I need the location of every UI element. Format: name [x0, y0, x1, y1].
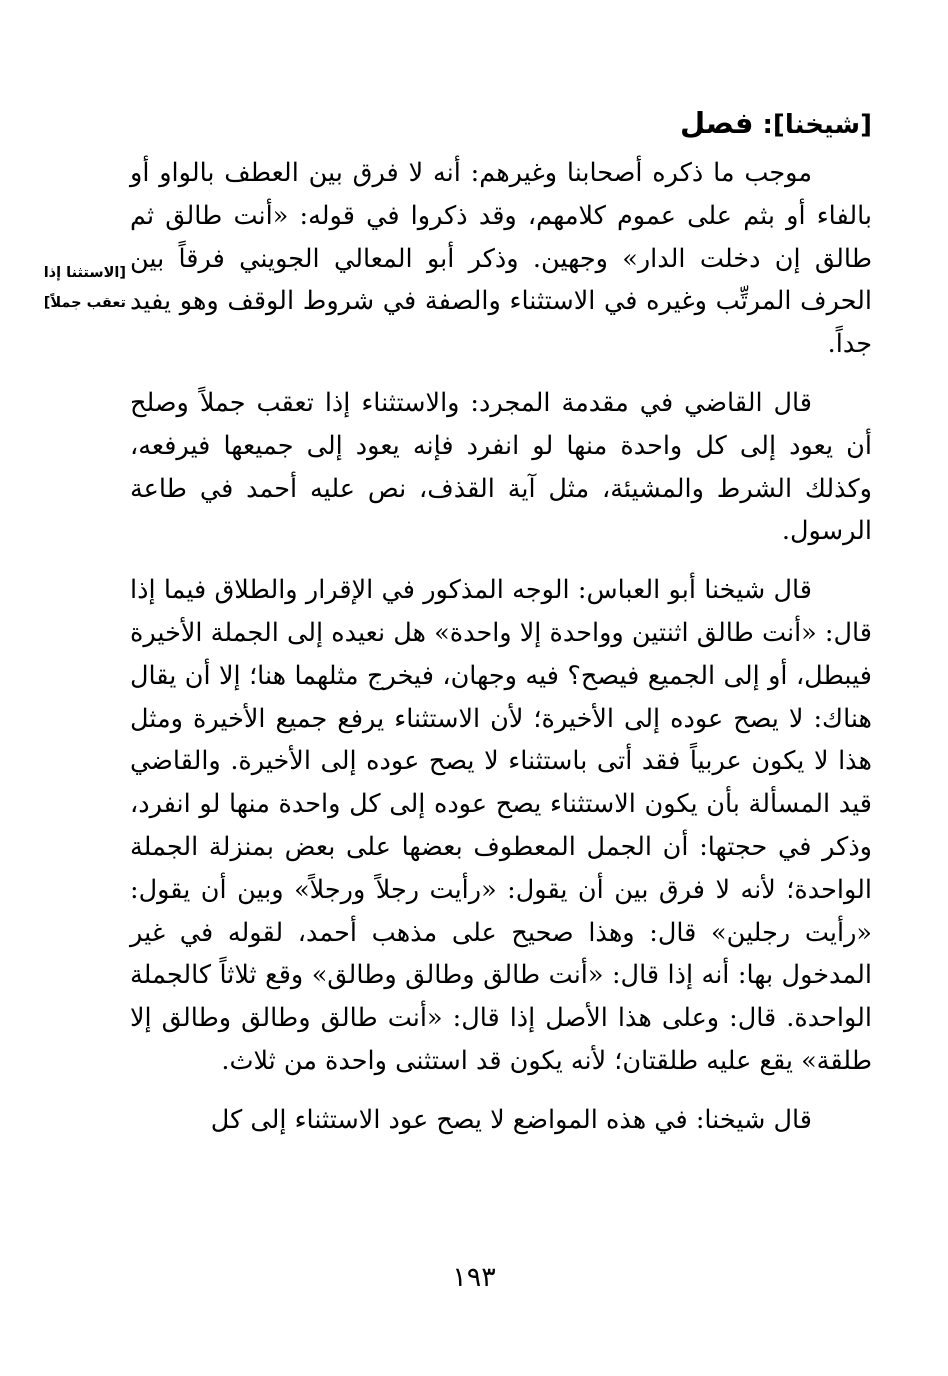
heading-title: فصل: [680, 106, 754, 140]
paragraph-1: موجب ما ذكره أصحابنا وغيرهم: أنه لا فرق بين العطف بالواو أو بالفاء أو بثم على عموم كلامهم، وقد ذكروا في قوله: «أنت طالق ثم طالق إن دخلت الدار» وجهين. وذكر أبو المعالي الجويني فرقاً بين الحرف المرتِّب وغيره في الاستثناء والصفة في شروط الوقف وهو يفيد جداً.: [130, 158, 872, 360]
section-heading: [112, 101, 872, 147]
heading-prefix: [شيخنا]:: [753, 110, 872, 140]
margin-note-line-1: [الاستثنا إذا: [43, 265, 126, 281]
paragraph-2: قال القاضي في مقدمة المجرد: والاستثناء إذا تعقب جملاً وصلح أن يعود إلى كل واحدة منها لو انفرد فإنه يعود إلى جميعها فيرفعه، وكذلك الشرط والمشيئة، مثل آية القذف، نص عليه أحمد في طاعة الرسول.: [130, 387, 872, 547]
paragraph-4: قال شيخنا: في هذه المواضع لا يصح عود الاستثناء إلى كل: [210, 1104, 812, 1135]
margin-note: [14, 258, 126, 318]
body-text: [130, 152, 872, 1158]
page-number: ١٩٣: [452, 1262, 496, 1293]
paragraph-3: قال شيخنا أبو العباس: الوجه المذكور في الإقرار والطلاق فيما إذا قال: «أنت طالق اثنتين وواحدة إلا واحدة» هل نعيده إلى الجملة الأخيرة فيبطل، أو إلى الجميع فيصح؟ فيه وجهان، فيخرج مثلهما هنا؛ إلا أن يقال هناك: لا يصح عوده إلى الأخيرة؛ لأن الاستثناء يرفع جميع الأخيرة ومثل هذا لا يكون عربياً فقد أتى باستثناء لا يصح عوده إلى الأخيرة. والقاضي قيد المسألة بأن يكون الاستثناء يصح عوده إلى كل واحدة منها لو انفرد، وذكر في حجتها: أن الجمل المعطوف بعضها على بعض بمنزلة الجملة الواحدة؛ لأنه لا فرق بين أن يقول: «رأيت رجلاً ورجلاً» وبين أن يقول: «رأيت رجلين» قال: وهذا صحيح على مذهب أحمد، لقوله في غير المدخول بها: أنه إذا قال: «أنت طالق وطالق وطالق» وقع ثلاثاً كالجملة الواحدة. قال: وعلى هذا الأصل إذا قال: «أنت طالق وطالق وطالق إلا طلقة» يقع عليه طلقتان؛ لأنه يكون قد استثنى واحدة من ثلاث.: [130, 575, 872, 1076]
margin-note-line-2: تعقب جملاً]: [43, 295, 126, 311]
